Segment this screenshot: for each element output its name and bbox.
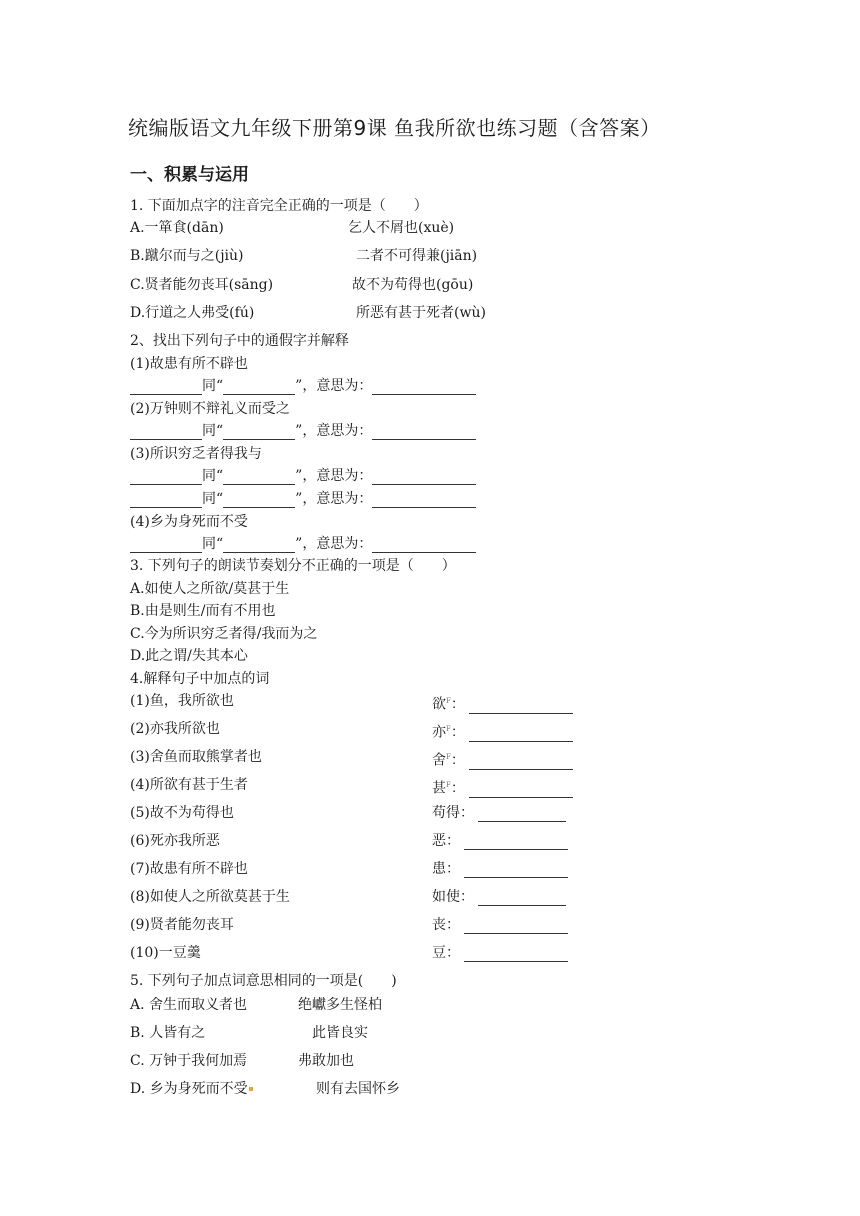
q2-answer-row-1: 同“ ”，意思为：	[130, 377, 476, 395]
q4-answer-4: 甚$^F$：	[432, 776, 573, 798]
q3-option-c: C.今为所识穷乏者得/我而为之	[130, 626, 318, 642]
q4-item-3: (3)舍鱼而取熊掌者也	[130, 749, 262, 765]
blank-field[interactable]	[478, 807, 566, 822]
q1-option-b-left: B.蹴尔而与之(jiù)	[130, 248, 244, 264]
q1-option-d-left: D.行道之人弗受(fú)	[130, 305, 255, 321]
q4-answer-1: 欲$^F$：	[432, 692, 573, 714]
blank-field[interactable]	[372, 425, 476, 440]
blank-field[interactable]	[464, 947, 568, 962]
q4-answer-6: 恶：	[432, 832, 568, 850]
q4-answer-2: 亦$^F$：	[432, 720, 573, 742]
blank-field[interactable]	[130, 425, 202, 440]
q2-sentence-2: (2)万钟则不辩礼义而受之	[130, 401, 290, 417]
blank-field[interactable]	[464, 863, 568, 878]
q2-sentence-3: (3)所识穷乏者得我与	[130, 446, 262, 462]
question-4-stem: 4.解释句子中加点的词	[130, 671, 270, 687]
q5-option-c-right: 弗敢加也	[298, 1053, 354, 1069]
q4-answer-10: 豆：	[432, 944, 568, 962]
q4-item-5: (5)故不为苟得也	[130, 805, 234, 821]
blank-field[interactable]	[464, 835, 568, 850]
section-heading: 一、积累与运用	[130, 165, 249, 185]
blank-field[interactable]	[464, 919, 568, 934]
blank-field[interactable]	[469, 699, 573, 714]
question-3-stem: 3. 下列句子的朗读节奏划分不正确的一项是（ ）	[130, 558, 456, 574]
q1-option-c-right: 故不为苟得也(gōu)	[352, 277, 474, 293]
q5-option-c-left: C. 万钟于我何加焉	[130, 1053, 248, 1069]
q4-item-9: (9)贤者能勿丧耳	[130, 917, 234, 933]
blank-field[interactable]	[130, 538, 202, 553]
q4-item-8: (8)如使人之所欲莫甚于生	[130, 889, 290, 905]
blank-field[interactable]	[469, 727, 573, 742]
q5-option-b-left: B. 人皆有之	[130, 1025, 206, 1041]
q4-item-1: (1)鱼，我所欲也	[130, 693, 234, 709]
q3-option-b: B.由是则生/而有不用也	[130, 603, 276, 619]
edit-mark-icon	[249, 1087, 253, 1091]
q5-option-b-right: 此皆良实	[312, 1025, 368, 1041]
q2-answer-row-3a: 同“ ”，意思为：	[130, 467, 476, 485]
q2-answer-row-4: 同“ ”，意思为：	[130, 535, 476, 553]
q4-answer-8: 如使：	[432, 888, 566, 906]
q2-answer-row-2: 同“ ”，意思为：	[130, 422, 476, 440]
page-title: 统编版语文九年级下册第9课 鱼我所欲也练习题（含答案）	[128, 116, 661, 140]
q3-option-d: D.此之谓/失其本心	[130, 648, 248, 664]
q4-answer-3: 舍$^F$：	[432, 748, 573, 770]
q4-item-2: (2)亦我所欲也	[130, 721, 220, 737]
q1-option-c-left: C.贤者能勿丧耳(sāng)	[130, 277, 274, 293]
q4-item-10: (10)一豆羹	[130, 945, 201, 961]
q4-item-4: (4)所欲有甚于生者	[130, 777, 248, 793]
blank-field[interactable]	[372, 470, 476, 485]
blank-field[interactable]	[372, 538, 476, 553]
blank-field[interactable]	[130, 380, 202, 395]
blank-field[interactable]	[223, 425, 295, 440]
q4-answer-9: 丧：	[432, 916, 568, 934]
blank-field[interactable]	[130, 493, 202, 508]
q4-item-6: (6)死亦我所恶	[130, 833, 220, 849]
blank-field[interactable]	[372, 380, 476, 395]
q2-answer-row-3b: 同“ ”，意思为：	[130, 490, 476, 508]
q4-answer-5: 苟得：	[432, 804, 566, 822]
q5-option-d-left: D. 乡为身死而不受	[130, 1080, 253, 1098]
blank-field[interactable]	[223, 470, 295, 485]
q1-option-a-left: A.一箪食(dān)	[130, 220, 224, 236]
q1-option-b-right: 二者不可得兼(jiān)	[356, 248, 478, 264]
blank-field[interactable]	[469, 755, 573, 770]
q2-sentence-4: (4)乡为身死而不受	[130, 514, 248, 530]
blank-field[interactable]	[130, 470, 202, 485]
blank-field[interactable]	[469, 783, 573, 798]
blank-field[interactable]	[223, 380, 295, 395]
blank-field[interactable]	[372, 493, 476, 508]
q1-option-d-right: 所恶有甚于死者(wù)	[356, 305, 486, 321]
blank-field[interactable]	[223, 493, 295, 508]
q4-item-7: (7)故患有所不辟也	[130, 861, 248, 877]
q2-sentence-1: (1)故患有所不辟也	[130, 356, 248, 372]
q4-answer-7: 患：	[432, 860, 568, 878]
question-5-stem: 5. 下列句子加点词意思相同的一项是( )	[130, 973, 397, 989]
q1-option-a-right: 乞人不屑也(xuè)	[348, 220, 455, 236]
blank-field[interactable]	[478, 891, 566, 906]
q5-option-a-right: 绝巘多生怪柏	[298, 997, 382, 1013]
q5-option-d-right: 则有去国怀乡	[316, 1081, 400, 1097]
q3-option-a: A.如使人之所欲/莫甚于生	[130, 581, 290, 597]
blank-field[interactable]	[223, 538, 295, 553]
question-2-stem: 2、找出下列句子中的通假字并解释	[130, 333, 349, 349]
q5-option-a-left: A. 舍生而取义者也	[130, 997, 248, 1013]
question-1-stem: 1. 下面加点字的注音完全正确的一项是（ ）	[130, 198, 428, 214]
